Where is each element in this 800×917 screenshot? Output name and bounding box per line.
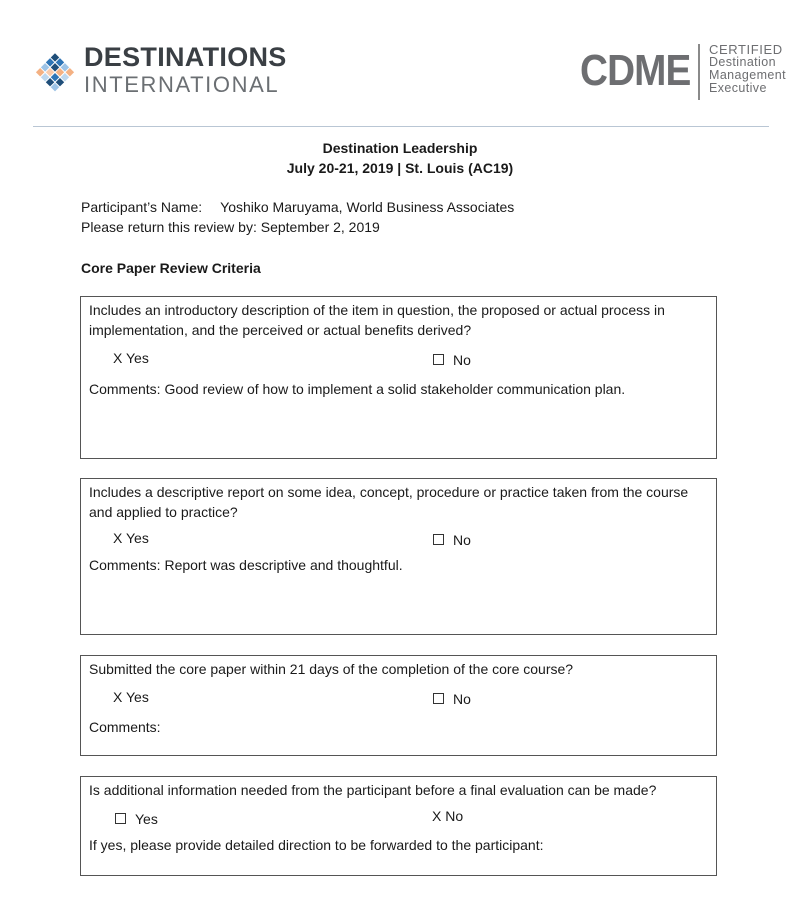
yes-label: Yes <box>135 811 158 827</box>
cdme-logo <box>580 42 786 102</box>
comments: Comments: <box>89 719 161 735</box>
document-title: Destination Leadership <box>322 140 478 156</box>
comments: Comments: Report was descriptive and thoughtful. <box>89 557 403 573</box>
no-option[interactable] <box>433 691 471 707</box>
cdme-wordmark: CDME <box>580 46 691 95</box>
yes-option[interactable]: X Yes <box>113 689 149 705</box>
cdme-line: Executive <box>709 81 767 95</box>
criterion-box-4 <box>80 776 717 876</box>
criterion-box-1 <box>80 296 717 459</box>
no-label: No <box>453 352 471 368</box>
checkbox-icon[interactable] <box>433 534 444 545</box>
cdme-line: Destination <box>709 55 776 69</box>
no-option[interactable]: X No <box>432 808 464 824</box>
no-label: No <box>453 532 471 548</box>
criterion-question: Is additional information needed from the participant before a final evaluation can be made? <box>89 782 657 798</box>
criterion-question: Includes an introductory description of the item in question, the proposed or actual process in implementation, and the perceived or actual benefits derived? <box>89 302 665 338</box>
criterion-question: Includes a descriptive report on some idea, concept, procedure or practice taken from the course and applied to practice? <box>89 484 689 520</box>
no-option[interactable] <box>433 352 471 368</box>
no-label: No <box>453 691 471 707</box>
document-subtitle: July 20-21, 2019 | St. Louis (AC19) <box>286 160 514 176</box>
checkbox-icon[interactable] <box>433 693 444 704</box>
comments: Comments: Good review of how to implement a solid stakeholder communication plan. <box>89 381 626 397</box>
org-name-line2: INTERNATIONAL <box>84 72 280 97</box>
participant-name-value: Yoshiko Maruyama, World Business Associates <box>220 199 515 215</box>
cdme-subtitle <box>709 43 786 95</box>
criterion-box-2 <box>80 478 717 635</box>
yes-option[interactable]: X Yes <box>113 350 149 366</box>
participant-name-row <box>81 199 514 215</box>
header-divider <box>33 126 769 127</box>
org-name-line1: DESTINATIONS <box>84 42 287 72</box>
cdme-line: CERTIFIED <box>709 42 783 57</box>
no-option[interactable] <box>433 532 471 548</box>
checkbox-icon[interactable] <box>433 354 444 365</box>
destinations-international-logo <box>32 38 292 108</box>
criteria-heading: Core Paper Review Criteria <box>81 260 261 276</box>
participant-name-label: Participant’s Name: <box>81 199 203 215</box>
yes-option[interactable] <box>115 811 158 827</box>
cdme-divider <box>698 44 700 100</box>
diamond-mosaic-icon <box>32 40 78 106</box>
cdme-line: Management <box>709 68 786 82</box>
comments: If yes, please provide detailed direction to be forwarded to the participant: <box>89 837 544 853</box>
yes-option[interactable]: X Yes <box>113 530 149 546</box>
criterion-question: Submitted the core paper within 21 days of the completion of the core course? <box>89 661 574 677</box>
criterion-box-3 <box>80 655 717 756</box>
checkbox-icon[interactable] <box>115 813 126 824</box>
return-deadline: Please return this review by: September 2, 2019 <box>81 219 380 235</box>
